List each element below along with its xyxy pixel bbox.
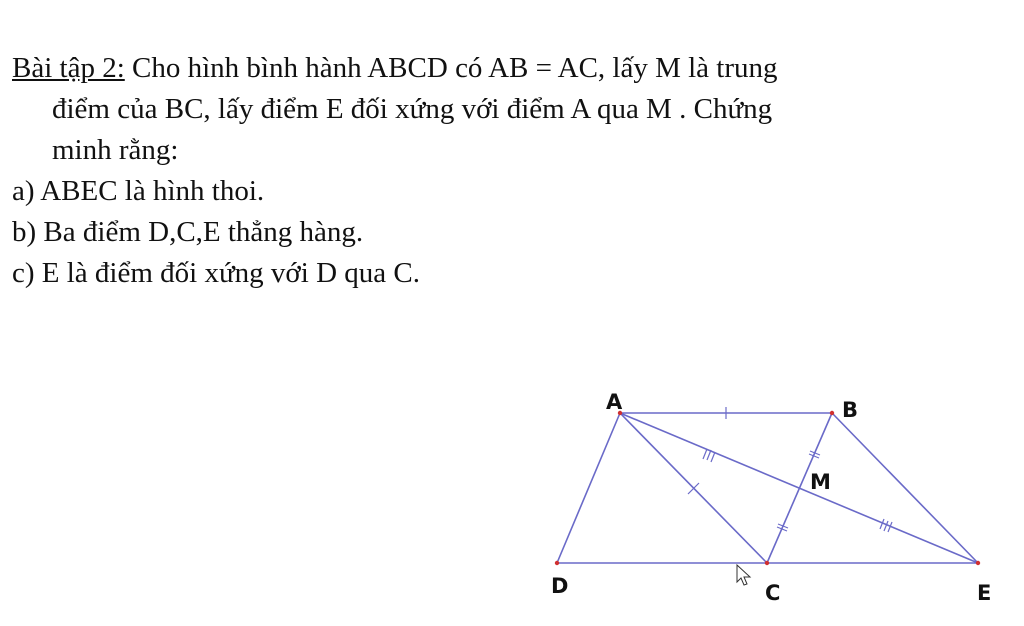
segment-AD xyxy=(557,413,620,563)
tick-ME xyxy=(880,519,892,532)
label-M: M xyxy=(810,470,831,494)
statement-text-1: Cho hình bình hành ABCD có AB = AC, lấy M là trung xyxy=(124,52,778,84)
problem-statement-line-3: minh rằng: xyxy=(52,134,179,166)
point-B xyxy=(830,411,834,415)
part-b-label: b) xyxy=(12,216,37,248)
part-c-text: E là điểm đối xứng với D qua C. xyxy=(41,257,420,289)
exercise-title: Bài tập 2: xyxy=(12,52,125,84)
segment-AE xyxy=(620,413,978,563)
point-D xyxy=(555,561,559,565)
segment-BE xyxy=(832,413,978,563)
problem-statement-line-2: điểm của BC, lấy điểm E đối xứng với điểm A qua M . Chứng xyxy=(52,93,773,125)
part-a-label: a) xyxy=(12,175,35,207)
point-E xyxy=(976,561,980,565)
label-C: C xyxy=(765,581,781,605)
part-b-text: Ba điểm D,C,E thẳng hàng. xyxy=(43,216,364,248)
mouse-pointer-icon xyxy=(737,565,750,585)
label-D: D xyxy=(551,574,569,598)
label-E: E xyxy=(977,581,992,605)
part-c-label: c) xyxy=(12,257,35,289)
label-A: A xyxy=(606,390,623,414)
part-a-text: ABEC là hình thoi. xyxy=(40,175,265,207)
point-C xyxy=(765,561,769,565)
label-B: B xyxy=(842,398,859,422)
